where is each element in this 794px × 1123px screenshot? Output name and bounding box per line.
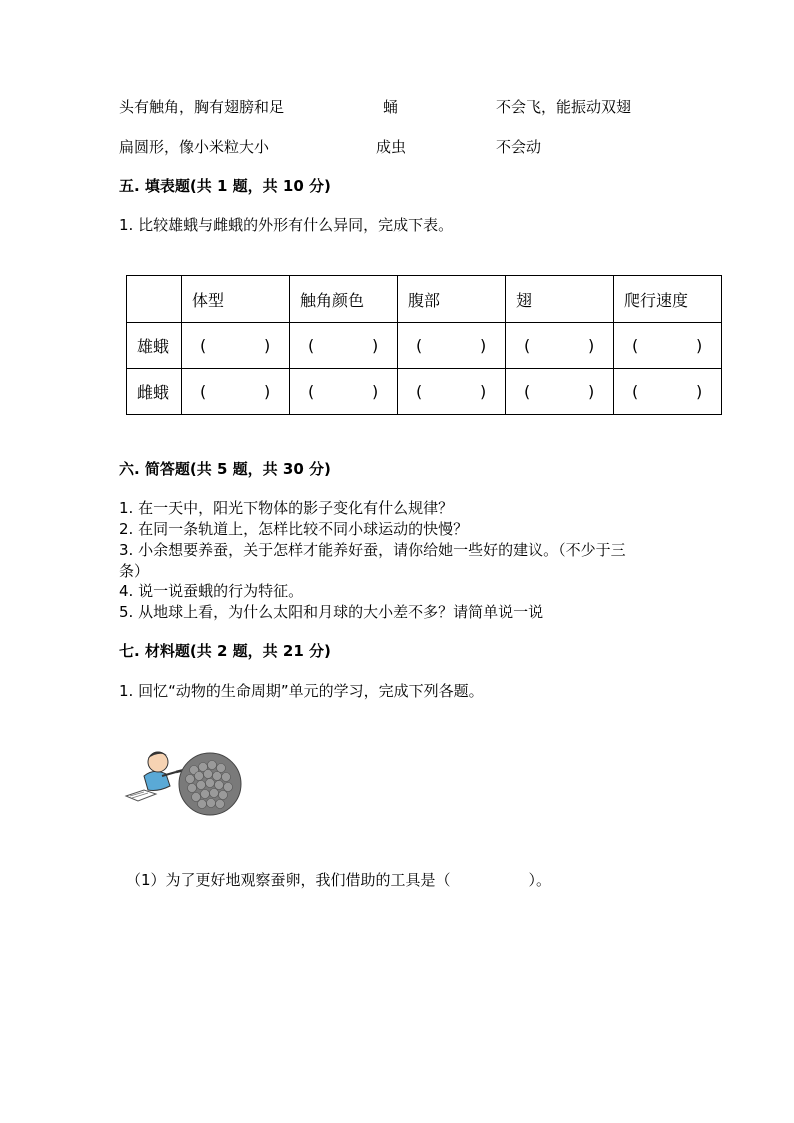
table-row xyxy=(127,369,722,415)
section5-heading: 五. 填表题(共 1 题，共 10 分) xyxy=(119,177,331,195)
sub-question-close: ）。 xyxy=(528,871,552,889)
match-middle-2: 成虫 xyxy=(376,138,407,156)
section7-question: 1. 回忆“动物的生命周期”单元的学习，完成下列各题。 xyxy=(119,682,484,700)
match-right-1: 不会飞，能振动双翅 xyxy=(496,98,632,116)
answer-cell[interactable]: ( ) xyxy=(614,323,722,369)
sub-question-1 xyxy=(126,870,551,890)
table-header-cell: 触角颜色 xyxy=(290,276,398,323)
answer-cell[interactable]: ( ) xyxy=(182,323,290,369)
row-label: 雌蛾 xyxy=(127,369,182,415)
answer-cell[interactable]: ( ) xyxy=(182,369,290,415)
section5-question: 1. 比较雄蛾与雌蛾的外形有什么异同，完成下表。 xyxy=(119,216,454,234)
match-left-2: 扁圆形，像小米粒大小 xyxy=(119,138,270,156)
table-header-cell xyxy=(127,276,182,323)
section7-heading: 七. 材料题(共 2 题，共 21 分) xyxy=(119,642,331,660)
row-label: 雄蛾 xyxy=(127,323,182,369)
answer-cell[interactable]: ( ) xyxy=(290,369,398,415)
answer-cell[interactable]: ( ) xyxy=(506,369,614,415)
table-header-row xyxy=(127,276,722,323)
section6-heading: 六. 简答题(共 5 题，共 30 分) xyxy=(119,460,331,478)
answer-cell[interactable]: ( ) xyxy=(398,369,506,415)
comparison-table xyxy=(126,275,722,415)
answer-cell[interactable]: ( ) xyxy=(290,323,398,369)
answer-cell[interactable]: ( ) xyxy=(398,323,506,369)
answer-cell[interactable]: ( ) xyxy=(614,369,722,415)
table-row xyxy=(127,323,722,369)
table-header-cell: 爬行速度 xyxy=(614,276,722,323)
match-left-1: 头有触角，胸有翅膀和足 xyxy=(119,98,285,116)
short-answer-question: 条） xyxy=(119,562,150,580)
short-answer-question: 3. 小余想要养蚕，关于怎样才能养好蚕，请你给她一些好的建议。（不少于三 xyxy=(119,541,626,559)
short-answer-question: 4. 说一说蚕蛾的行为特征。 xyxy=(119,582,304,600)
short-answer-question: 5. 从地球上看，为什么太阳和月球的大小差不多？请简单说一说 xyxy=(119,603,544,621)
table-header-cell: 翅 xyxy=(506,276,614,323)
table-header-cell: 腹部 xyxy=(398,276,506,323)
match-middle-1: 蛹 xyxy=(383,98,399,116)
sub-question-text: （1）为了更好地观察蚕卵，我们借助的工具是（ xyxy=(126,871,451,889)
match-right-2: 不会动 xyxy=(496,138,542,156)
table-header-cell: 体型 xyxy=(182,276,290,323)
answer-cell[interactable]: ( ) xyxy=(506,323,614,369)
child-magnifier-illustration xyxy=(122,746,246,822)
short-answer-question: 2. 在同一条轨道上，怎样比较不同小球运动的快慢？ xyxy=(119,520,469,538)
short-answer-question: 1. 在一天中，阳光下物体的影子变化有什么规律？ xyxy=(119,499,454,517)
